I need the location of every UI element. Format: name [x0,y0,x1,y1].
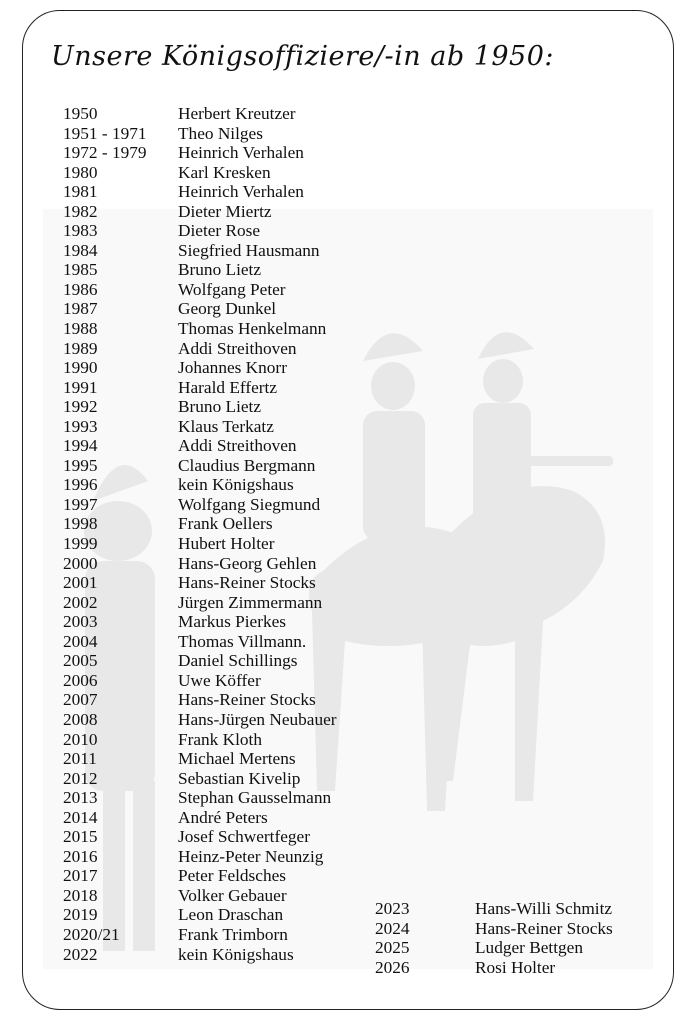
list-item [63,886,393,906]
year-label: 1980 [63,162,98,182]
page-title: Unsere Königsoffiziere/-in ab 1950: [51,41,555,72]
year-label: 2008 [63,709,98,729]
year-label: 1988 [63,319,98,339]
list-item [63,260,393,280]
officer-name: Theo Nilges [178,123,263,143]
list-item [63,514,393,534]
year-label: 2022 [63,944,98,964]
officer-name: Frank Oellers [178,514,273,534]
officer-name: Ludger Bettgen [475,938,583,958]
year-label: 1986 [63,279,98,299]
year-label: 2024 [375,918,410,938]
list-item [63,847,393,867]
officer-name: Dieter Rose [178,221,261,241]
officer-name: Volker Gebauer [178,885,287,905]
list-item [375,899,665,919]
officer-name: Claudius Bergmann [178,455,316,475]
year-label: 2012 [63,768,98,788]
officer-list [63,104,393,964]
year-label: 1951 - 1971 [63,123,147,143]
year-label: 1981 [63,182,98,202]
officer-name: Bruno Lietz [178,260,262,280]
list-item [63,925,393,945]
list-item [63,554,393,574]
year-label: 1999 [63,534,98,554]
year-label: 1992 [63,397,98,417]
year-label: 1950 [63,104,98,123]
officer-name: Frank Kloth [178,729,263,749]
officer-name: Karl Kresken [178,162,271,182]
year-label: 2002 [63,592,98,612]
officer-name: Herbert Kreutzer [178,104,296,123]
officer-name: Josef Schwertfeger [178,827,310,847]
year-label: 1998 [63,514,98,534]
list-item [63,573,393,593]
list-item [63,417,393,437]
list-item [63,280,393,300]
year-label: 1996 [63,475,98,495]
list-item [63,651,393,671]
list-item [63,612,393,632]
year-label: 1995 [63,455,98,475]
officer-name: Thomas Henkelmann [178,319,327,339]
list-item [63,319,393,339]
list-item [63,710,393,730]
officer-name: Georg Dunkel [178,299,277,319]
year-label: 1994 [63,436,98,456]
list-item [63,808,393,828]
year-label: 1991 [63,377,98,397]
officer-list-continued [375,899,665,977]
officer-name: Rosi Holter [475,957,556,977]
year-label: 2023 [375,899,410,918]
year-label: 1987 [63,299,98,319]
list-item [63,299,393,319]
list-item [63,475,393,495]
officer-name: Klaus Terkatz [178,416,274,436]
year-label: 1983 [63,221,98,241]
list-item [63,671,393,691]
year-label: 2018 [63,885,98,905]
officer-name: Hans-Reiner Stocks [178,690,316,710]
year-label: 1997 [63,494,98,514]
officer-name: Wolfgang Siegmund [178,494,321,514]
year-label: 2019 [63,905,98,925]
year-label: 2004 [63,631,98,651]
list-item [63,866,393,886]
list-item [63,241,393,261]
officer-name: Markus Pierkes [178,612,286,632]
year-label: 2006 [63,670,98,690]
list-item [63,436,393,456]
list-item [63,593,393,613]
list-item [63,945,393,965]
year-label: 1990 [63,358,98,378]
officer-list-card [22,10,674,1010]
officer-name: André Peters [178,807,268,827]
officer-name: Leon Draschan [178,905,284,925]
list-item [63,456,393,476]
year-label: 2010 [63,729,98,749]
year-label: 2015 [63,827,98,847]
list-item [63,769,393,789]
list-item [63,730,393,750]
list-item [375,938,665,958]
year-label: 2020/21 [63,924,120,944]
list-item [63,788,393,808]
list-item [63,202,393,222]
year-label: 1985 [63,260,98,280]
list-item [63,827,393,847]
list-item [63,495,393,515]
list-item [63,182,393,202]
list-item [63,143,393,163]
year-label: 2026 [375,957,410,977]
officer-name: Heinz-Peter Neunzig [178,846,324,866]
year-label: 2007 [63,690,98,710]
officer-name: Daniel Schillings [178,651,298,671]
list-item [375,919,665,939]
list-item [63,905,393,925]
year-label: 1989 [63,338,98,358]
officer-name: Siegfried Hausmann [178,240,320,260]
list-item [63,163,393,183]
year-label: 2005 [63,651,98,671]
list-item [63,690,393,710]
list-item [375,958,665,978]
year-label: 2017 [63,866,98,886]
officer-name: Hans-Willi Schmitz [475,899,613,918]
officer-name: Heinrich Verhalen [178,182,304,202]
officer-name: Hans-Georg Gehlen [178,553,317,573]
year-label: 1972 - 1979 [63,143,147,163]
officer-name: Hubert Holter [178,534,275,554]
officer-name: Bruno Lietz [178,397,262,417]
officer-name: Thomas Villmann. [178,631,307,651]
year-label: 2011 [63,749,97,769]
list-item [63,339,393,359]
officer-name: Hans-Reiner Stocks [178,573,316,593]
officer-name: Harald Effertz [178,377,277,397]
list-item [63,632,393,652]
list-item [63,221,393,241]
officer-name: Wolfgang Peter [178,279,286,299]
list-item [63,124,393,144]
list-item [63,378,393,398]
year-label: 2001 [63,573,98,593]
year-label: 1984 [63,240,98,260]
officer-name: Peter Feldsches [178,866,286,886]
officer-name: Addi Streithoven [178,338,297,358]
list-item [63,104,393,124]
list-item [63,358,393,378]
list-item [63,397,393,417]
officer-name: Stephan Gausselmann [178,788,332,808]
year-label: 2025 [375,938,410,958]
year-label: 2016 [63,846,98,866]
year-label: 2013 [63,788,98,808]
officer-name: kein Königshaus [178,944,294,964]
officer-name: Addi Streithoven [178,436,297,456]
year-label: 2003 [63,612,98,632]
officer-name: Dieter Miertz [178,201,272,221]
officer-name: Hans-Reiner Stocks [475,918,613,938]
year-label: 1982 [63,201,98,221]
officer-name: Sebastian Kivelip [178,768,301,788]
year-label: 2000 [63,553,98,573]
officer-name: Michael Mertens [178,749,296,769]
list-item [63,534,393,554]
year-label: 1993 [63,416,98,436]
officer-name: Heinrich Verhalen [178,143,304,163]
year-label: 2014 [63,807,98,827]
officer-name: Uwe Köffer [178,670,261,690]
officer-name: Hans-Jürgen Neubauer [178,709,337,729]
officer-name: Johannes Knorr [178,358,287,378]
officer-name: Frank Trimborn [178,924,288,944]
list-item [63,749,393,769]
officer-name: Jürgen Zimmermann [178,592,323,612]
officer-name: kein Königshaus [178,475,294,495]
